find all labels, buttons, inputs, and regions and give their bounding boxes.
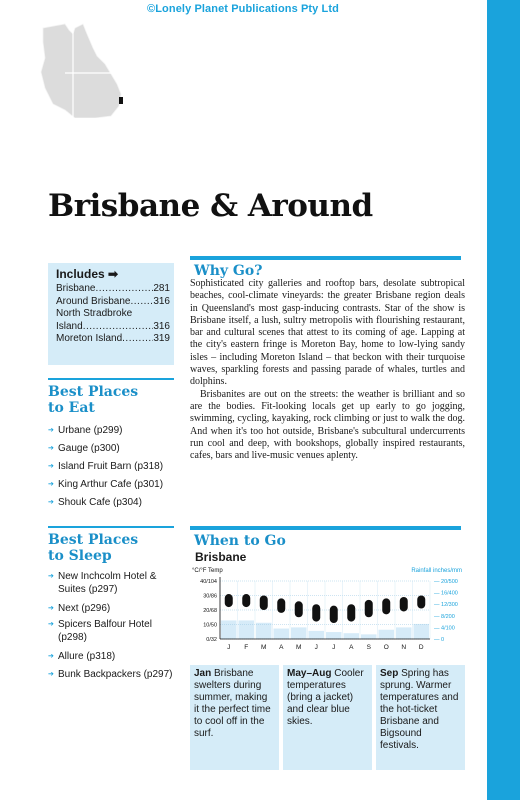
chapter-side-band	[487, 0, 520, 800]
rain-bar	[326, 632, 342, 639]
month-label: A	[279, 644, 284, 651]
why-go-heading: Why Go?	[194, 263, 263, 279]
rain-bar	[379, 630, 395, 639]
month-label: M	[296, 644, 302, 651]
temp-range-bar	[382, 598, 390, 614]
month-label: D	[418, 644, 424, 651]
rain-bar	[361, 634, 377, 639]
rain-tick-label: — 16/400	[434, 590, 458, 597]
rain-axis-label: Rainfall inches/mm	[411, 568, 462, 574]
month-label: J	[227, 644, 231, 651]
rain-bar	[239, 620, 255, 639]
eat-item[interactable]: ➔ Urbane (p299)	[48, 422, 174, 440]
temp-range-bar	[295, 601, 303, 617]
month-label: O	[383, 644, 389, 651]
chart-title: Brisbane	[195, 550, 247, 564]
temp-tick-label: 30/86	[203, 593, 217, 600]
sleep-list	[48, 570, 174, 684]
sleep-item[interactable]: ➔ Spicers Balfour Hotel (p298)	[48, 618, 174, 644]
eat-list	[48, 422, 174, 512]
sleep-item[interactable]: ➔ Next (p296)	[48, 600, 174, 618]
temp-range-bar	[312, 604, 320, 621]
rain-bar	[291, 627, 307, 639]
includes-item[interactable]: Around Brisbane ..... 316	[56, 296, 170, 309]
when-to-go-section	[190, 526, 461, 549]
includes-item[interactable]: Brisbane ..... 281	[56, 283, 170, 296]
tip-box: Sep Spring has sprung. Warmer temperatures and the hot-ticket Brisbane and Bigsound festivals.	[376, 665, 465, 770]
temp-range-bar	[277, 598, 285, 613]
rain-tick-label: — 20/500	[434, 579, 458, 585]
temp-tick-label: 40/104	[200, 579, 217, 585]
temp-range-bar	[225, 594, 233, 607]
includes-list	[48, 283, 174, 346]
rain-tick-label: — 4/100	[434, 625, 455, 632]
copyright-notice: ©Lonely Planet Publications Pty Ltd	[147, 3, 339, 15]
month-label: N	[401, 644, 407, 651]
sleep-item[interactable]: ➔ Allure (p318)	[48, 648, 174, 666]
when-to-go-tips	[190, 665, 465, 770]
rain-bar	[414, 624, 430, 639]
temp-axis-label: °C/°F Temp	[192, 568, 223, 574]
includes-heading: Includes ➡	[56, 267, 119, 281]
sleep-heading: Best Places to Sleep	[48, 532, 139, 564]
eat-item[interactable]: ➔ Island Fruit Barn (p318)	[48, 458, 174, 476]
climate-chart	[190, 563, 464, 661]
eat-item[interactable]: ➔ Gauge (p300)	[48, 440, 174, 458]
temp-range-bar	[260, 596, 268, 611]
temp-range-bar	[365, 600, 373, 617]
eat-item[interactable]: ➔ Shouk Cafe (p304)	[48, 494, 174, 512]
rain-bar	[344, 633, 360, 639]
australia-map-thumbnail	[35, 18, 135, 118]
includes-item[interactable]: North Stradbroke Island ..... 316	[56, 308, 170, 333]
month-label: F	[244, 644, 249, 651]
page-title: Brisbane & Around	[48, 188, 373, 224]
best-places-sleep-section	[48, 526, 174, 684]
why-go-section	[190, 256, 461, 279]
temp-tick-label: 10/50	[203, 622, 217, 629]
rain-tick-label: — 8/200	[434, 613, 455, 620]
rain-bar	[274, 629, 290, 639]
temp-tick-label: 0/32	[206, 637, 217, 643]
best-places-eat-section	[48, 378, 174, 512]
month-label: A	[349, 644, 354, 651]
temp-range-bar	[400, 597, 408, 612]
includes-box	[48, 263, 174, 365]
month-label: J	[332, 644, 336, 651]
eat-heading: Best Places to Eat	[48, 384, 139, 416]
rain-tick-label: — 12/300	[434, 602, 458, 609]
temp-range-bar	[417, 596, 425, 609]
temp-range-bar	[242, 594, 250, 607]
why-go-paragraph: Brisbanites are out on the streets: the weather is brilliant and so are the bodies. Fit-looking locals get up early to go jogging, swimming, cycling, kayaking, rock climbing or just to walk the dog. And when it's too hot outside, Brisbane's subcultural undercurrents run cool and deep, with bookshops, globally inspired restaurants, cafes, bars and live-music venues aplenty.	[190, 388, 465, 462]
rain-bar	[396, 627, 412, 639]
month-label: J	[314, 644, 318, 651]
rain-bar	[221, 620, 237, 639]
why-go-paragraph: Sophisticated city galleries and rooftop bars, desolate subtropical beaches, cool-climate vineyards: the greater Brisbane region deals in Queensland's most gasp-inducing contrasts. Star of the show is Brisbane itself, a lush, sultry metropolis with flourishing restaurant, bar and cultural scenes that attest to its coming of age. Lapping at the city's eastern fringe is Moreton Bay, home to low-lying sandy isles – including Moreton Island – that beckon with their turquoise waves, sparkling forests and passing parade of whales, turtles and dolphins.	[190, 278, 465, 388]
rain-bar	[256, 623, 272, 639]
eat-item[interactable]: ➔ King Arthur Cafe (p301)	[48, 476, 174, 494]
sleep-item[interactable]: ➔ Bunk Backpackers (p297)	[48, 666, 174, 684]
month-label: S	[366, 644, 371, 651]
includes-item[interactable]: Moreton Island ..... 319	[56, 333, 170, 346]
tip-box: May–Aug Cooler temperatures (bring a jacket) and clear blue skies.	[283, 665, 372, 770]
tip-box: Jan Brisbane swelters during summer, making it the perfect time to cool off in the surf.	[190, 665, 279, 770]
rain-bar	[309, 631, 325, 639]
when-to-go-heading: When to Go	[194, 533, 286, 549]
temp-tick-label: 20/68	[203, 608, 217, 614]
temp-range-bar	[330, 606, 338, 623]
month-label: M	[261, 644, 267, 651]
why-go-body	[190, 278, 465, 462]
rain-tick-label: — 0	[434, 637, 445, 643]
brisbane-region-marker	[119, 97, 123, 104]
temp-range-bar	[347, 604, 355, 621]
sleep-item[interactable]: ➔ New Inchcolm Hotel & Suites (p297)	[48, 570, 174, 596]
